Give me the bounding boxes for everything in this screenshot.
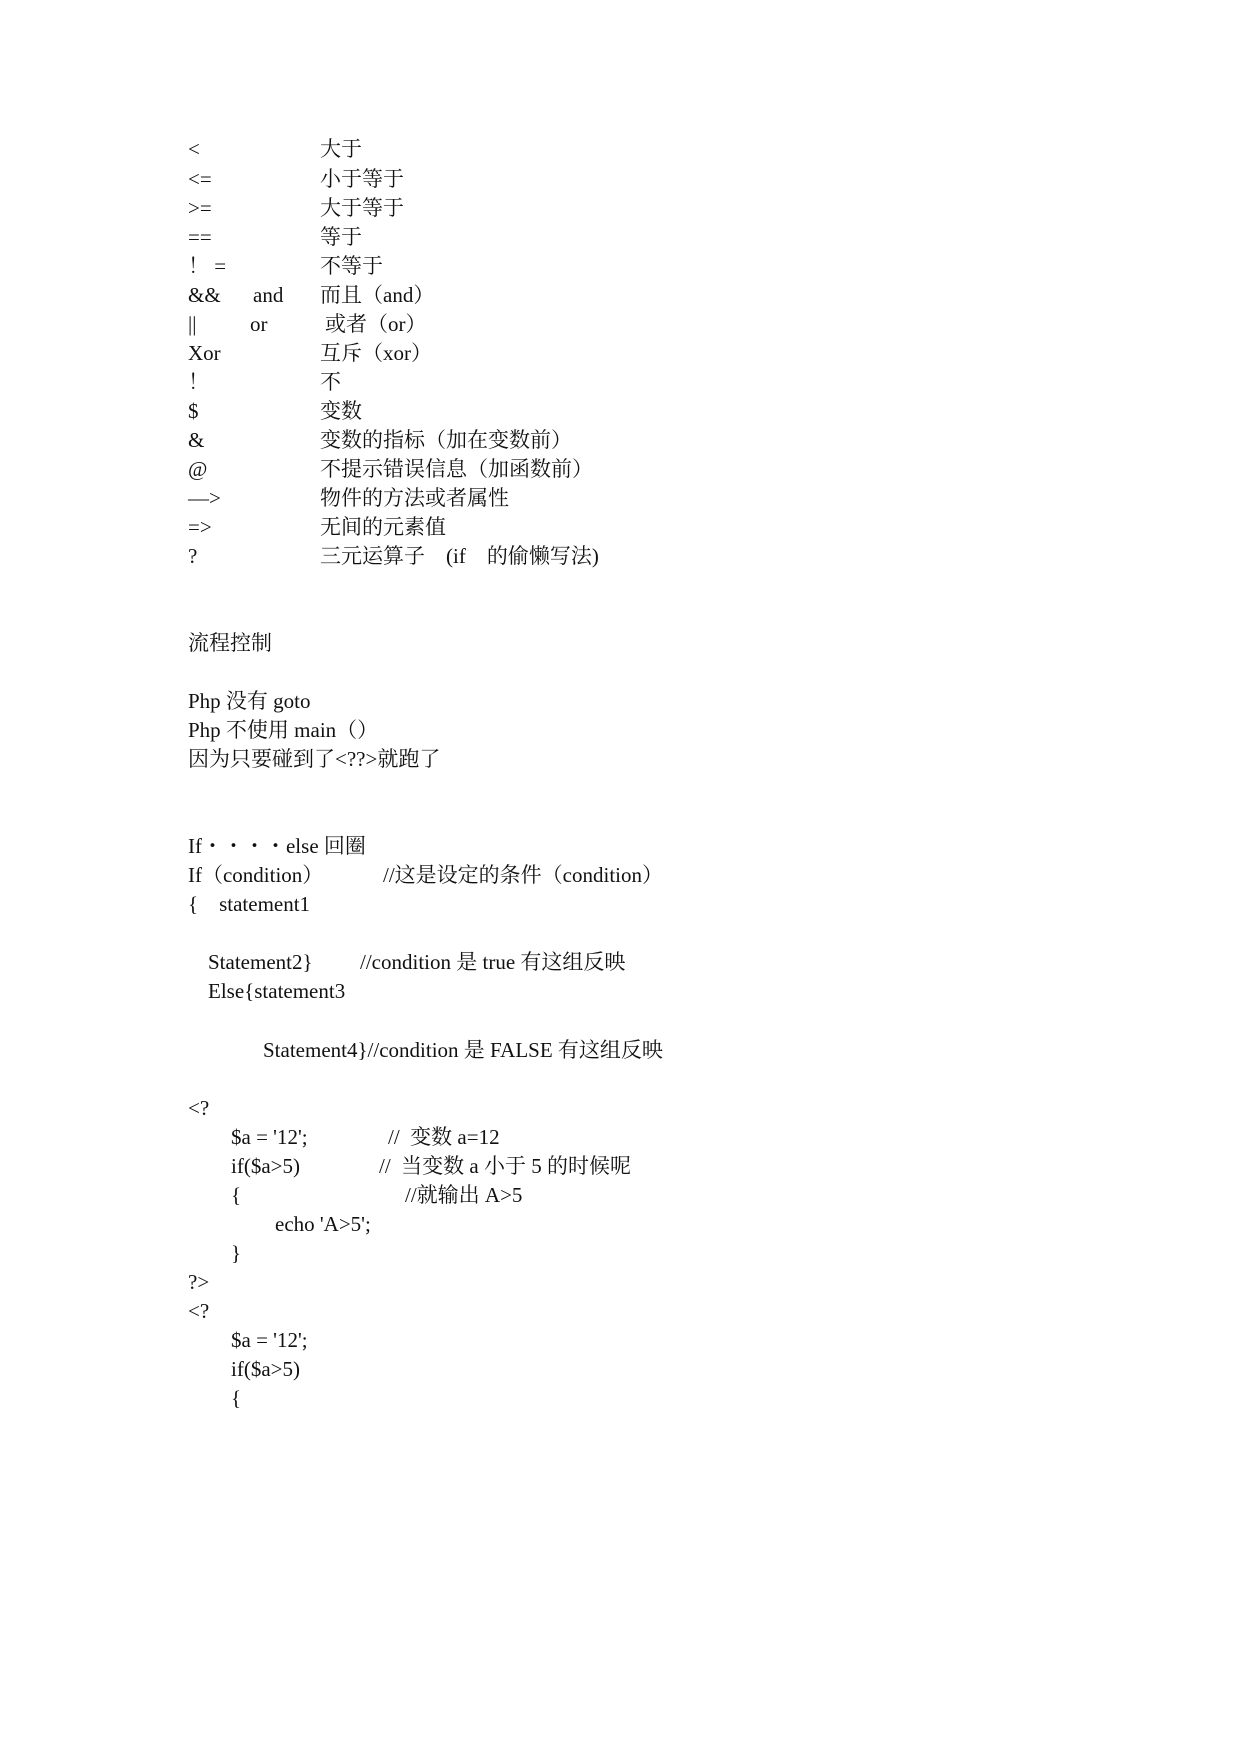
operator-description: 不等于: [320, 254, 383, 278]
code-comment: // 变数 a=12: [388, 1125, 500, 1149]
operator-alias: or: [250, 312, 268, 336]
operator-description: 三元运算子 (if 的偷懒写法): [320, 544, 599, 568]
code-comment: //就输出 A>5: [405, 1183, 523, 1207]
ifelse-heading: If・・・・else 回圈: [188, 834, 366, 858]
code-comment: // 当变数 a 小于 5 的时候呢: [379, 1154, 631, 1178]
section-title: 流程控制: [188, 631, 272, 655]
note-line: Php 没有 goto: [188, 689, 311, 713]
code-comment: //condition 是 true 有这组反映: [360, 950, 626, 974]
operator-symbol: =>: [188, 515, 212, 539]
operator-symbol: >=: [188, 196, 212, 220]
operator-symbol: Xor: [188, 341, 221, 365]
operator-description: 不: [320, 370, 341, 394]
operator-description: 变数: [320, 399, 362, 423]
operator-symbol: <=: [188, 167, 212, 191]
code-line: { statement1: [188, 892, 311, 916]
operator-symbol: ！ =: [188, 254, 227, 278]
operator-symbol: &&: [188, 283, 221, 307]
operator-description: 而且（and）: [320, 283, 435, 307]
operator-description: 不提示错误信息（加函数前）: [320, 457, 593, 481]
operator-symbol: —>: [188, 486, 221, 510]
note-line: Php 不使用 main（）: [188, 718, 379, 742]
operator-symbol: $: [188, 399, 199, 423]
code-line: {: [231, 1183, 242, 1207]
code-line: if($a>5): [231, 1154, 300, 1178]
note-line: 因为只要碰到了<??>就跑了: [188, 747, 441, 771]
operator-description: 小于等于: [320, 167, 404, 191]
operator-symbol: <: [188, 137, 200, 161]
operator-description: 互斥（xor）: [320, 341, 432, 365]
operator-description: 无间的元素值: [320, 515, 446, 539]
code-line: Statement2}: [208, 950, 313, 974]
code-line: $a = '12';: [231, 1328, 308, 1352]
operator-symbol: ||: [188, 312, 197, 336]
code-line: ?>: [188, 1270, 210, 1294]
code-line: Statement4}//condition 是 FALSE 有这组反映: [263, 1038, 663, 1062]
code-line: Else{statement3: [208, 979, 346, 1003]
operator-description: 大于等于: [320, 196, 404, 220]
operator-description: 等于: [320, 225, 362, 249]
operator-symbol: @: [188, 457, 208, 481]
operator-symbol: ！: [188, 370, 209, 394]
operator-symbol: &: [188, 428, 205, 452]
code-line: $a = '12';: [231, 1125, 308, 1149]
code-line: <?: [188, 1096, 210, 1120]
operator-alias: and: [253, 283, 284, 307]
code-line: }: [231, 1241, 242, 1265]
code-line: If（condition）: [188, 863, 324, 887]
operator-symbol: ==: [188, 225, 212, 249]
operator-description: 或者（or）: [325, 312, 427, 336]
operator-symbol: ?: [188, 544, 198, 568]
code-line: <?: [188, 1299, 210, 1323]
operator-description: 物件的方法或者属性: [320, 486, 509, 510]
code-line: echo 'A>5';: [275, 1212, 371, 1236]
code-comment: //这是设定的条件（condition）: [383, 863, 663, 887]
operator-description: 大于: [320, 137, 362, 161]
code-line: if($a>5): [231, 1357, 300, 1381]
operator-description: 变数的指标（加在变数前）: [320, 428, 572, 452]
code-line: {: [231, 1386, 242, 1410]
